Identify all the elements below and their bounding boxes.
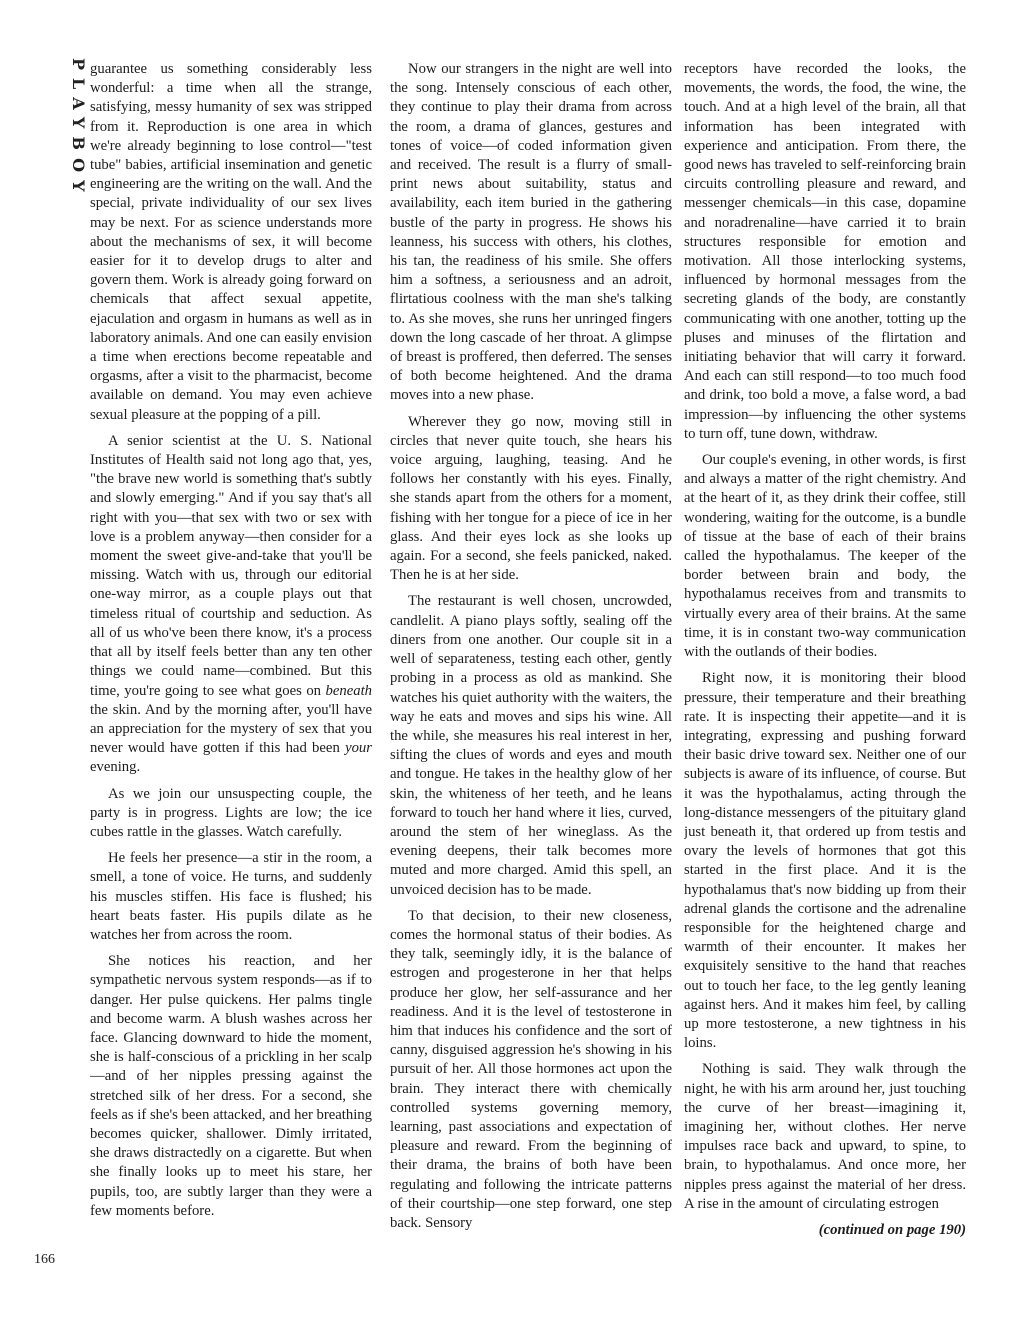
paragraph: The restaurant is well chosen, uncrowded, candlelit. A piano plays softly, sealing off the diners from one another. Our couple sit in a well of separateness, testing each other, gently probing in a process as old as mankind. She watches his quiet authority with the waiters, the way he eats and moves and sips his wine. All the while, she measures his real interest in her, sifting the clues of words and eyes and mouth and tongue. He takes in the healthy glow of her skin, the whiteness of her teeth, and he leans forward to touch her hand where it lies, curved, around the stem of her wineglass. As the evening deepens, their talk becomes more muted and more charged. Amid this spell, an unvoiced decision has to be made. (390, 593, 672, 898)
continued-line: (continued on page 190) (818, 1221, 966, 1238)
paragraph: Our couple's evening, in other words, is first and always a matter of the right chemistry. And at the heart of it, as they drink their coffee, still wondering, waiting for the outcome, is a bundle of tissue at the base of each of their brains called the hypothalamus. The keeper of the border between brain and body, the hypothalamus receives from and transmits to virtually every area of their brains. At the same time, it is in constant two-way communication with the outlands of their bodies. (684, 452, 966, 661)
paragraph: Nothing is said. They walk through the night, he with his arm around her, just touching the curve of her breast—imagining it, imagining her, without clothes. Her nerve impulses race back and upward, to spine, to brain, to hypothalamus. And once more, her nipples press against the material of her dress. A rise in the amount of circulating estrogen (684, 1061, 966, 1212)
text-run: the skin. And by the morning after, you'll have an appreciation for the mystery of sex that you never would have gotten if this had been (90, 701, 372, 757)
paragraph: She notices his reaction, and her sympathetic nervous system responds—as if to danger. Her pulse quickens. Her palms tingle and become warm. A blush washes across her face. Glancing downward to hide the moment, she is half-conscious of a prickling in her scalp—and of her nipples pressing against the stretched silk of her dress. For a second, she feels as if she's been attacked, and her breathing becomes quicker, shallower. Dimly irritated, she draws distractedly on a cigarette. But when she finally looks up to meet his stare, her pupils, too, are subtly larger than they were a few moments before. (90, 953, 372, 1219)
emphasis: your (345, 740, 372, 757)
paragraph: Now our strangers in the night are well into the song. Intensely conscious of each other, they continue to play their drama from across the room, a drama of glances, gestures and tones of voice—of coded information given and received. The result is a flurry of small-print news about suitability, status and availability, each item buried in the gathering bustle of the party in progress. He shows his leanness, his success with others, his clothes, his tan, the readiness of his smile. She offers him a softness, a seriousness and an adroit, flirtatious coolness with the man she's talking to. As she moves, she runs her unringed fingers down the long cascade of her throat. A glimpse of breast is proffered, then deferred. The senses of both become heightened. And the drama moves into a new phase. (390, 61, 672, 404)
text-run: evening. (90, 759, 141, 776)
paragraph: To that decision, to their new closeness, comes the hormonal status of their bodies. As they talk, seemingly idly, it is the balance of estrogen and progesterone in her that helps produce her glow, her self-assurance and her readiness. And it is the level of testosterone in him that induces his confidence and the sort of canny, disguised aggression he's showing in his pursuit of her. All those hormones act upon the brain. They interact there with chemically controlled systems governing memory, learning, past associations and expectation of pleasure and reward. From the beginning of their drama, the brains of both have been regulating and following the intricate patterns of their courtship—one step forward, one step back. Sensory (390, 907, 672, 1231)
emphasis: beneath (325, 682, 372, 699)
paragraph: guarantee us something considerably less wonderful: a time when all the strange, satisfying, messy humanity of sex was stripped from it. Reproduction is one area in which we're already beginning to lose control—"test tube" babies, artificial insemination and genetic engineering are the writing on the wall. And the special, private individuality of our sex lives may be next. For as science understands more about the mechanisms of sex, it will become easier for it to develop drugs to alter and govern them. Work is already going forward on chemicals that affect sexual appetite, ejaculation and orgasm in humans as well as in laboratory animals. And one can easily envision a time when erections become repeatable and orgasms, after a visit to the pharmacist, become available on demand. You may even achieve sexual pleasure at the popping of a pill. (90, 61, 372, 423)
paragraph (90, 432, 372, 778)
paragraph: As we join our unsuspecting couple, the party is in progress. Lights are low; the ice cubes rattle in the glasses. Watch carefully. (90, 785, 372, 840)
text-run: A senior scientist at the U. S. National Institutes of Health said not long ago that, yes, "the brave new world is something that's subtly and slowly emerging." And if you say that's all right with you—that sex with two or sex with love is a problem anyway—then consider for a moment the sweet give-and-take that you'll be missing. Watch with us, through our editorial one-way mirror, as a couple plays out that timeless ritual of courtship and seduction. As all of us who've been there know, it's a process that all by itself feels better than any ten other things we could name—combined. But this time, you're going to see what goes on (90, 432, 372, 699)
page-number: 166 (34, 1252, 55, 1267)
article-column-2 (390, 60, 672, 1275)
paragraph: Right now, it is monitoring their blood pressure, their temperature and their breathing rate. It is inspecting their appetite—and it is integrating, expressing and pushing forward their basic drive toward sex. Neither one of our subjects is aware of its influence, of course. But it was the hypothalamus, acting through the long-distance messengers of the pituitary gland just beneath it, that ordered up from testis and ovary the levels of hormones that got this started in the first place. And it is the hypothalamus that's now bidding up from their adrenal glands the cortisone and the adrenaline responsible for the heightened charge and warmth of their encounter. It makes her exquisitely sensitive to the hand that reaches out to touch her face, to the leg gently leaning against hers. And it makes him feel, by calling up more testosterone, a new tightness in his loins. (684, 670, 966, 1052)
article-column-3 (684, 60, 966, 1275)
article-column-1 (90, 60, 372, 1275)
paragraph: Wherever they go now, moving still in circles that never quite touch, she hears his voice arguing, laughing, teasing. And he follows her constantly with his eyes. Finally, she stands apart from the others for a moment, fishing with her tongue for a piece of ice in her glass. And their eyes lock as she looks up again. For a second, she feels panicked, naked. Then he is at her side. (390, 413, 672, 584)
paragraph: receptors have recorded the looks, the movements, the words, the food, the wine, the touch. And at a high level of the brain, all that information has been integrated with experience and anticipation. From there, the good news has traveled to self-reinforcing brain circuits controlling pleasure and reward, and messenger chemicals—in this case, dopamine and noradrenaline—have carried it to brain structures responsible for emotion and motivation. All those interlocking systems, influenced by hormonal messages from the secreting glands of the body, are constantly communicating with one another, totting up the pluses and minuses of the flirtation and initiating behavior that will carry it forward. And each can still respond—to too much food and drink, too bold a move, a false word, a bad impression—by influencing the other systems to turn off, tune down, withdraw. (684, 61, 966, 442)
masthead: PLAYBOY (69, 58, 88, 200)
paragraph: He feels her presence—a stir in the room, a smell, a tone of voice. He turns, and suddenly his muscles stiffen. His face is flushed; his heart beats faster. His pupils dilate as he watches her from across the room. (90, 850, 372, 943)
